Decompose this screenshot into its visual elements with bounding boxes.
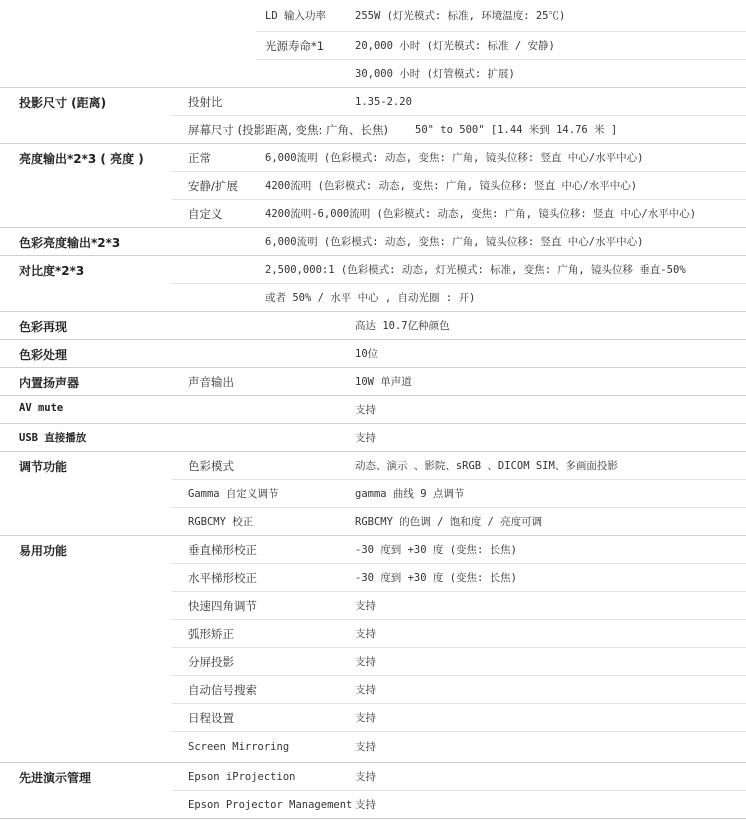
- spec-row: [0, 368, 746, 396]
- spec-value: 支持: [355, 432, 376, 444]
- spec-label: RGBCMY 校正: [188, 516, 254, 528]
- spec-label: 投射比: [188, 95, 223, 109]
- spec-row: [0, 0, 746, 32]
- spec-label: 垂直梯形校正: [188, 543, 257, 557]
- spec-row: [0, 116, 746, 144]
- spec-label: 光源寿命*1: [265, 39, 325, 53]
- spec-value: RGBCMY 的色调 / 饱和度 / 亮度可调: [355, 516, 543, 528]
- spec-row: [0, 620, 746, 648]
- spec-row: [0, 704, 746, 732]
- category-label: 易用功能: [19, 544, 68, 558]
- spec-row: [0, 791, 746, 819]
- spec-value: 支持: [355, 684, 376, 696]
- spec-value: 10W 单声道: [355, 376, 412, 388]
- category-label: 色彩处理: [19, 348, 68, 362]
- spec-value: -30 度到 +30 度 (变焦: 长焦): [355, 572, 518, 584]
- spec-row: [0, 32, 746, 60]
- spec-label: Screen Mirroring: [188, 741, 290, 753]
- category-label: 投影尺寸 (距离): [19, 96, 107, 110]
- spec-value: 4200流明-6,000流明 (色彩模式: 动态, 变焦: 广角, 镜头位移: 竖直 中心/水平中心): [265, 208, 697, 220]
- spec-label: Epson iProjection: [188, 771, 296, 783]
- spec-label: 快速四角调节: [188, 599, 257, 613]
- spec-row: [0, 172, 746, 200]
- spec-value: 动态、演示 、影院、sRGB 、DICOM SIM、多画面投影: [355, 460, 618, 472]
- spec-label: 水平梯形校正: [188, 571, 257, 585]
- category-label: USB 直接播放: [19, 432, 87, 444]
- spec-value: 6,000流明 (色彩模式: 动态, 变焦: 广角, 镜头位移: 竖直 中心/水平中心): [265, 152, 644, 164]
- spec-row: [0, 256, 746, 284]
- spec-value: 10位: [355, 348, 379, 360]
- spec-row: [0, 732, 746, 763]
- category-label: 先进演示管理: [19, 771, 92, 785]
- spec-label: 自定义: [188, 207, 223, 221]
- spec-label: 色彩模式: [188, 459, 234, 473]
- spec-row: [0, 396, 746, 424]
- spec-value: 2,500,000:1 (色彩模式: 动态, 灯光模式: 标准, 变焦: 广角, 镜头位移 垂直-50%: [265, 264, 686, 276]
- spec-value: 30,000 小时 (灯管模式: 扩展): [355, 68, 515, 80]
- spec-label: 分屏投影: [188, 655, 234, 669]
- spec-row: [0, 284, 746, 312]
- spec-row: [0, 88, 746, 116]
- category-label: 色彩再现: [19, 320, 68, 334]
- spec-value: gamma 曲线 9 点调节: [355, 488, 465, 500]
- spec-label: Gamma 自定义调节: [188, 488, 279, 500]
- category-label: 调节功能: [19, 460, 68, 474]
- spec-label: 正常: [188, 151, 211, 165]
- spec-label: 安静/扩展: [188, 179, 238, 193]
- spec-value: 支持: [355, 656, 376, 668]
- spec-row: [0, 480, 746, 508]
- spec-value: 支持: [355, 600, 376, 612]
- spec-value: 支持: [355, 799, 376, 811]
- spec-row: [0, 144, 746, 172]
- spec-row: [0, 424, 746, 452]
- spec-value: 支持: [355, 404, 376, 416]
- spec-value: 50" to 500" [1.44 米到 14.76 米 ]: [415, 124, 618, 136]
- spec-value: 1.35-2.20: [355, 96, 412, 108]
- spec-row: [0, 200, 746, 228]
- spec-value: 高达 10.7亿种颜色: [355, 320, 450, 332]
- spec-row: [0, 508, 746, 536]
- spec-label: 屏幕尺寸 (投影距离, 变焦: 广角、长焦): [188, 123, 388, 137]
- spec-row: [0, 312, 746, 340]
- spec-row: [0, 763, 746, 791]
- spec-label: 弧形矫正: [188, 627, 234, 641]
- spec-row: [0, 536, 746, 564]
- spec-row: [0, 592, 746, 620]
- spec-row: [0, 60, 746, 88]
- spec-label: 声音输出: [188, 375, 234, 389]
- category-label: 色彩亮度输出*2*3: [19, 236, 121, 250]
- spec-value: 支持: [355, 771, 376, 783]
- spec-label: Epson Projector Management: [188, 799, 353, 811]
- spec-row: [0, 228, 746, 256]
- spec-row: [0, 340, 746, 368]
- spec-value: 支持: [355, 741, 376, 753]
- spec-value: -30 度到 +30 度 (变焦: 长焦): [355, 544, 518, 556]
- spec-row: [0, 564, 746, 592]
- spec-row: [0, 452, 746, 480]
- category-label: 对比度*2*3: [19, 264, 85, 278]
- spec-label: 日程设置: [188, 711, 234, 725]
- spec-value: 支持: [355, 712, 376, 724]
- spec-label: 自动信号搜索: [188, 683, 257, 697]
- category-label: 亮度输出*2*3 ( 亮度 ): [19, 152, 144, 166]
- spec-label: LD 输入功率: [265, 10, 326, 22]
- spec-row: [0, 676, 746, 704]
- spec-value: 255W (灯光模式: 标准, 环境温度: 25℃): [355, 10, 566, 22]
- category-label: AV mute: [19, 402, 64, 414]
- spec-value: 或者 50% / 水平 中心 , 自动光圈 : 开): [265, 292, 476, 304]
- spec-value: 4200流明 (色彩模式: 动态, 变焦: 广角, 镜头位移: 竖直 中心/水平中心): [265, 180, 638, 192]
- spec-value: 支持: [355, 628, 376, 640]
- category-label: 内置扬声器: [19, 376, 80, 390]
- spec-value: 20,000 小时 (灯光模式: 标准 / 安静): [355, 40, 555, 52]
- spec-value: 6,000流明 (色彩模式: 动态, 变焦: 广角, 镜头位移: 竖直 中心/水平中心): [265, 236, 644, 248]
- spec-row: [0, 648, 746, 676]
